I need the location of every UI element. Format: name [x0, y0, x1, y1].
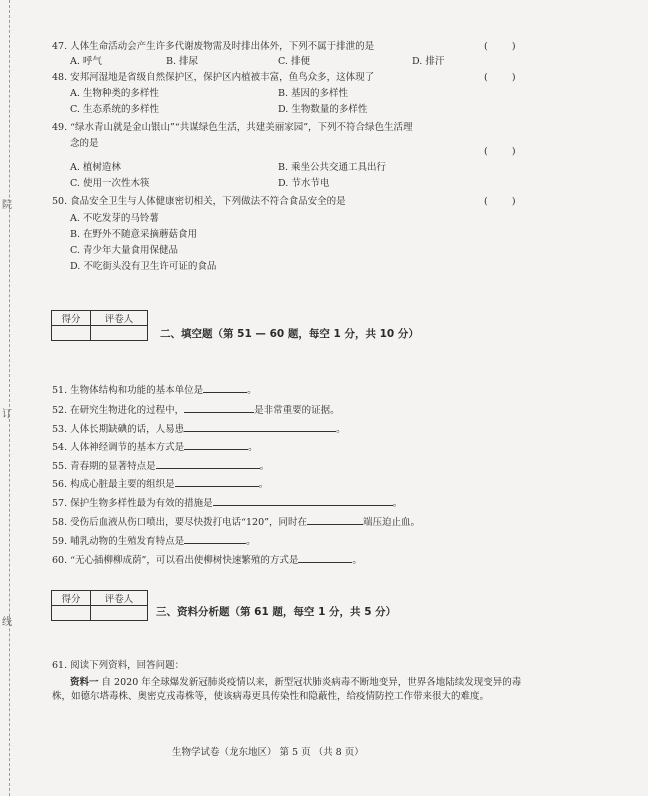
q47-option-d: D. 排汗 — [412, 56, 445, 67]
q50-option-d: D. 不吃街头没有卫生许可证的食品 — [70, 261, 217, 272]
q50-answer-paren: ( ) — [484, 196, 516, 207]
q50-option-a: A. 不吃发芽的马铃薯 — [70, 213, 159, 224]
q53-text-end: 。 — [336, 424, 346, 435]
score-box-header-grader: 评卷人 — [91, 311, 148, 326]
score-box-cell-grader — [91, 326, 148, 341]
score-box-header-grader: 评卷人 — [91, 591, 148, 606]
q60-text-end: 。 — [352, 555, 362, 566]
material-label: 资料一 — [70, 677, 99, 688]
q57-text-end: 。 — [392, 498, 403, 509]
q61-intro: 61. 阅读下列资料，回答问题： — [52, 660, 185, 671]
q59-text: 59. 哺乳动物的生殖发育特点是 — [52, 536, 185, 547]
q47-option-a: A. 呼气 — [70, 56, 102, 67]
q49-option-d: D. 节水节电 — [278, 178, 330, 189]
q51-line — [52, 382, 257, 397]
q48-option-b: B. 基因的多样性 — [278, 88, 349, 99]
q53-text: 53. 人体长期缺碘的话，人易患 — [52, 424, 185, 435]
margin-char-3: 线 — [2, 617, 12, 628]
q57-text: 57. 保护生物多样性最为有效的措施是 — [52, 498, 213, 509]
margin-char-1: 院 — [2, 200, 12, 211]
q59-line — [52, 533, 256, 548]
q58-line — [52, 514, 420, 529]
q55-text-end: 。 — [259, 461, 270, 472]
q47-option-c: C. 排便 — [278, 56, 310, 67]
section3-score-box — [51, 590, 148, 621]
q56-text-end: 。 — [258, 479, 269, 490]
q49-stem-continued: 念的是 — [70, 138, 99, 149]
q55-blank — [156, 458, 260, 469]
material-text: 自 2020 年全球爆发新冠肺炎疫情以来，新型冠状肺炎病毒不断地变异，世界各地陆续发现变异的毒株，如德尔塔毒株、奥密克戎毒株等，使该病毒更具传染性和隐蔽性，给疫情防控工作带来很大的难度。 — [52, 677, 522, 702]
q48-option-a: A. 生物种类的多样性 — [70, 88, 159, 99]
q50-option-b: B. 在野外不随意采摘蘑菇食用 — [70, 229, 198, 240]
q48-stem: 48. 安邦河湿地是省级自然保护区，保护区内植被丰富，鱼鸟众多，这体现了 — [52, 72, 375, 83]
q55-line — [52, 458, 269, 473]
q60-blank — [298, 552, 352, 563]
q49-option-b: B. 乘坐公共交通工具出行 — [278, 162, 387, 173]
q57-blank — [213, 495, 393, 506]
q53-line — [52, 421, 346, 436]
page-footer: 生物学试卷（龙东地区） 第 5 页 （共 8 页） — [172, 747, 364, 758]
q48-option-c: C. 生态系统的多样性 — [70, 104, 159, 115]
q52-line — [52, 402, 340, 417]
q58-text-end: 端压迫止血。 — [362, 517, 420, 528]
q51-text: 51. 生物体结构和功能的基本单位是 — [52, 385, 204, 396]
q50-option-c: C. 青少年大量食用保健品 — [70, 245, 178, 256]
q59-text-end: 。 — [246, 536, 256, 547]
score-box-header-score: 得分 — [52, 311, 91, 326]
binding-margin-line — [9, 0, 10, 796]
q48-answer-paren: ( ) — [484, 72, 516, 83]
q52-text: 52. 在研究生物进化的过程中， — [52, 405, 185, 416]
score-box-header-score: 得分 — [52, 591, 91, 606]
margin-char-2: 订 — [2, 409, 12, 420]
score-box-cell-grader — [91, 606, 148, 621]
q56-line — [52, 476, 268, 491]
q47-answer-paren: ( ) — [484, 41, 516, 52]
q52-blank — [184, 402, 254, 413]
q49-option-a: A. 植树造林 — [70, 162, 121, 173]
q51-blank — [203, 382, 247, 393]
q48-option-d: D. 生物数量的多样性 — [278, 104, 368, 115]
q59-blank — [184, 533, 246, 544]
q60-text: 60. “无心插柳柳成荫”，可以看出使柳树快速繁殖的方式是 — [52, 555, 299, 566]
q53-blank — [184, 421, 336, 432]
q49-answer-paren: ( ) — [484, 146, 516, 157]
q49-option-c: C. 使用一次性木筷 — [70, 178, 150, 189]
q58-blank — [307, 514, 363, 525]
q52-text-end: 是非常重要的证据。 — [254, 405, 340, 416]
score-box-cell-score — [52, 326, 91, 341]
section2-title: 二、填空题（第 51 — 60 题，每空 1 分，共 10 分） — [160, 328, 419, 340]
q47-option-b: B. 排尿 — [166, 56, 199, 67]
q50-stem: 50. 食品安全卫生与人体健康密切相关，下列做法不符合食品安全的是 — [52, 196, 346, 207]
q54-text: 54. 人体神经调节的基本方式是 — [52, 442, 185, 453]
q57-line — [52, 495, 402, 510]
q60-line — [52, 552, 362, 567]
q56-blank — [175, 476, 259, 487]
section3-title: 三、资料分析题（第 61 题，每空 1 分，共 5 分） — [156, 606, 397, 618]
q56-text: 56. 构成心脏最主要的组织是 — [52, 479, 175, 490]
q55-text: 55. 青春期的显著特点是 — [52, 461, 156, 472]
q61-material-1 — [52, 676, 522, 704]
score-box-cell-score — [52, 606, 91, 621]
q58-text: 58. 受伤后血液从伤口喷出，要尽快拨打电话“120”，同时在 — [52, 517, 307, 528]
q49-stem: 49. “绿水青山就是金山银山”“共谋绿色生活，共建美丽家园”，下列不符合绿色生活理 — [52, 122, 413, 133]
q54-text-end: 。 — [248, 442, 258, 453]
q51-text-end: 。 — [247, 385, 257, 396]
q47-stem: 47. 人体生命活动会产生许多代谢废物需及时排出体外，下列不属于排泄的是 — [52, 41, 375, 52]
q54-blank — [184, 439, 248, 450]
q54-line — [52, 439, 258, 454]
section2-score-box — [51, 310, 148, 341]
